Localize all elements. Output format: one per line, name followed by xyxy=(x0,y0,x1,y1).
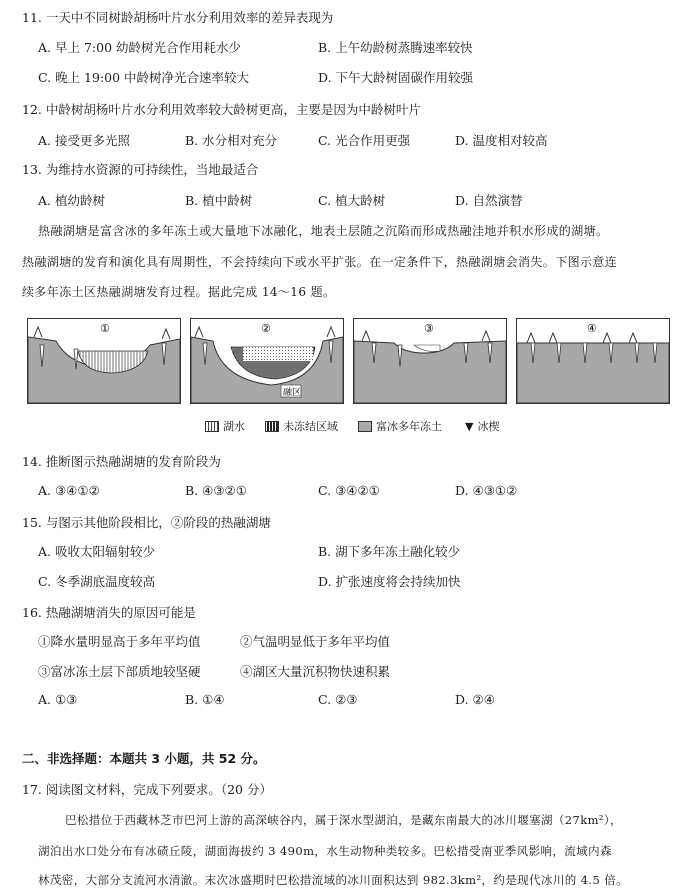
legend-label: 湖水 xyxy=(223,420,245,433)
legend-ice-rich-permafrost xyxy=(358,418,442,434)
q17-passage-line-1: 巴松措位于西藏林芝市巴河上游的高深峡谷内，属于深水型湖泊，是藏东南最大的冰川堰塞湖（27km²）， xyxy=(65,813,622,827)
q13-option-b[interactable]: B. 植中龄树 xyxy=(185,193,253,208)
q16-option-c[interactable]: C. ②③ xyxy=(318,692,358,707)
q17-stem: 17. 阅读图文材料，完成下列要求。（20 分） xyxy=(22,782,272,797)
panel-3-label: ③ xyxy=(424,322,434,335)
passage1-line-1: 热融湖塘是富含冰的多年冻土或大量地下冰融化，地表土层随之沉陷而形成热融洼地并积水形成的湖塘。 xyxy=(38,224,609,238)
legend-lake-water xyxy=(205,418,245,434)
q15-option-c[interactable]: C. 冬季湖底温度较高 xyxy=(38,574,156,589)
q13-stem: 13. 为维持水资源的可持续性，当地最适合 xyxy=(22,162,259,177)
panel-1-label: ① xyxy=(100,322,110,335)
q17-passage-line-3: 林茂密，大部分支流河水清澈。末次冰盛期时巴松措流域的冰川面积达到 982.3km²，约是现代冰川的 4.5 倍。 xyxy=(38,873,629,887)
q12-option-d[interactable]: D. 温度相对较高 xyxy=(455,133,548,148)
q15-option-b[interactable]: B. 湖下多年冻土融化较少 xyxy=(318,544,461,559)
q14-option-b[interactable]: B. ④③②① xyxy=(185,483,247,498)
q16-stem: 16. 热融湖塘消失的原因可能是 xyxy=(22,605,196,620)
legend-unfrozen-area xyxy=(265,418,338,434)
legend-ice-wedge xyxy=(465,418,499,434)
figure-panel-2 xyxy=(190,318,344,404)
q11-option-d[interactable]: D. 下午大龄树固碳作用较强 xyxy=(318,70,474,85)
unfrozen-area-swatch xyxy=(265,421,279,432)
ice-rich-permafrost-swatch xyxy=(358,421,372,432)
passage1-line-2: 热融湖塘的发育和演化具有周期性，不会持续向下或水平扩张。在一定条件下，热融湖塘会消失。下图示意连 xyxy=(22,255,618,269)
figure-panel-1 xyxy=(27,318,181,404)
panel-2-label: ② xyxy=(261,322,271,335)
q17-passage-line-2: 湖泊出水口处分布有冰碛丘陵，湖面海拔约 3 490m，水生动物种类较多。巴松措受南亚季风影响，流域内森 xyxy=(38,844,612,858)
q11-option-a[interactable]: A. 早上 7:00 幼龄树光合作用耗水少 xyxy=(38,40,241,55)
q15-stem: 15. 与图示其他阶段相比，②阶段的热融湖塘 xyxy=(22,515,271,530)
q11-stem: 11. 一天中不同树龄胡杨叶片水分利用效率的差异表现为 xyxy=(22,10,334,25)
q16-statement-3: ③富冰冻土层下部质地较坚硬 xyxy=(38,664,201,679)
q15-option-d[interactable]: D. 扩张速度将会持续加快 xyxy=(318,574,461,589)
q11-option-b[interactable]: B. 上午幼龄树蒸腾速率较快 xyxy=(318,40,473,55)
panel-4-label: ④ xyxy=(587,322,597,335)
q12-option-c[interactable]: C. 光合作用更强 xyxy=(318,133,411,148)
q13-option-d[interactable]: D. 自然演替 xyxy=(455,193,523,208)
section-2-heading: 二、非选择题：本题共 3 小题，共 52 分。 xyxy=(22,751,266,766)
q12-option-a[interactable]: A. 接受更多光照 xyxy=(38,133,130,148)
figure-panel-4 xyxy=(516,318,670,404)
passage1-line-3: 续多年冻土区热融湖塘发育过程。据此完成 14～16 题。 xyxy=(22,285,336,299)
q11-option-c[interactable]: C. 晚上 19:00 中龄树净光合速率较大 xyxy=(38,70,250,85)
q15-option-a[interactable]: A. 吸收太阳辐射较少 xyxy=(38,544,155,559)
q16-option-b[interactable]: B. ①④ xyxy=(185,692,225,707)
q13-option-c[interactable]: C. 植大龄树 xyxy=(318,193,386,208)
q12-option-b[interactable]: B. 水分相对充分 xyxy=(185,133,278,148)
lake-water-swatch xyxy=(205,421,219,432)
q16-statement-4: ④湖区大量沉积物快速积累 xyxy=(240,664,391,679)
legend-label: 富冰多年冻土 xyxy=(376,420,442,433)
q16-statement-1: ①降水量明显高于多年平均值 xyxy=(38,634,201,649)
melt-zone-label: 融区 xyxy=(283,388,302,398)
q13-option-a[interactable]: A. 植幼龄树 xyxy=(38,193,105,208)
q16-statement-2: ②气温明显低于多年平均值 xyxy=(240,634,391,649)
ice-wedge-icon: ▼ xyxy=(465,419,474,433)
legend-label: 冰楔 xyxy=(477,420,500,433)
q12-stem: 12. 中龄树胡杨叶片水分利用效率较大龄树更高，主要是因为中龄树叶片 xyxy=(22,102,421,117)
legend-label: 未冻结区域 xyxy=(283,420,338,433)
q14-option-d[interactable]: D. ④③①② xyxy=(455,483,518,498)
q16-option-a[interactable]: A. ①③ xyxy=(38,692,78,707)
q14-option-c[interactable]: C. ③④②① xyxy=(318,483,380,498)
figure-panel-3 xyxy=(353,318,507,404)
q14-option-a[interactable]: A. ③④①② xyxy=(38,483,100,498)
q16-option-d[interactable]: D. ②④ xyxy=(455,692,495,707)
q14-stem: 14. 推断图示热融湖塘的发育阶段为 xyxy=(22,454,221,469)
